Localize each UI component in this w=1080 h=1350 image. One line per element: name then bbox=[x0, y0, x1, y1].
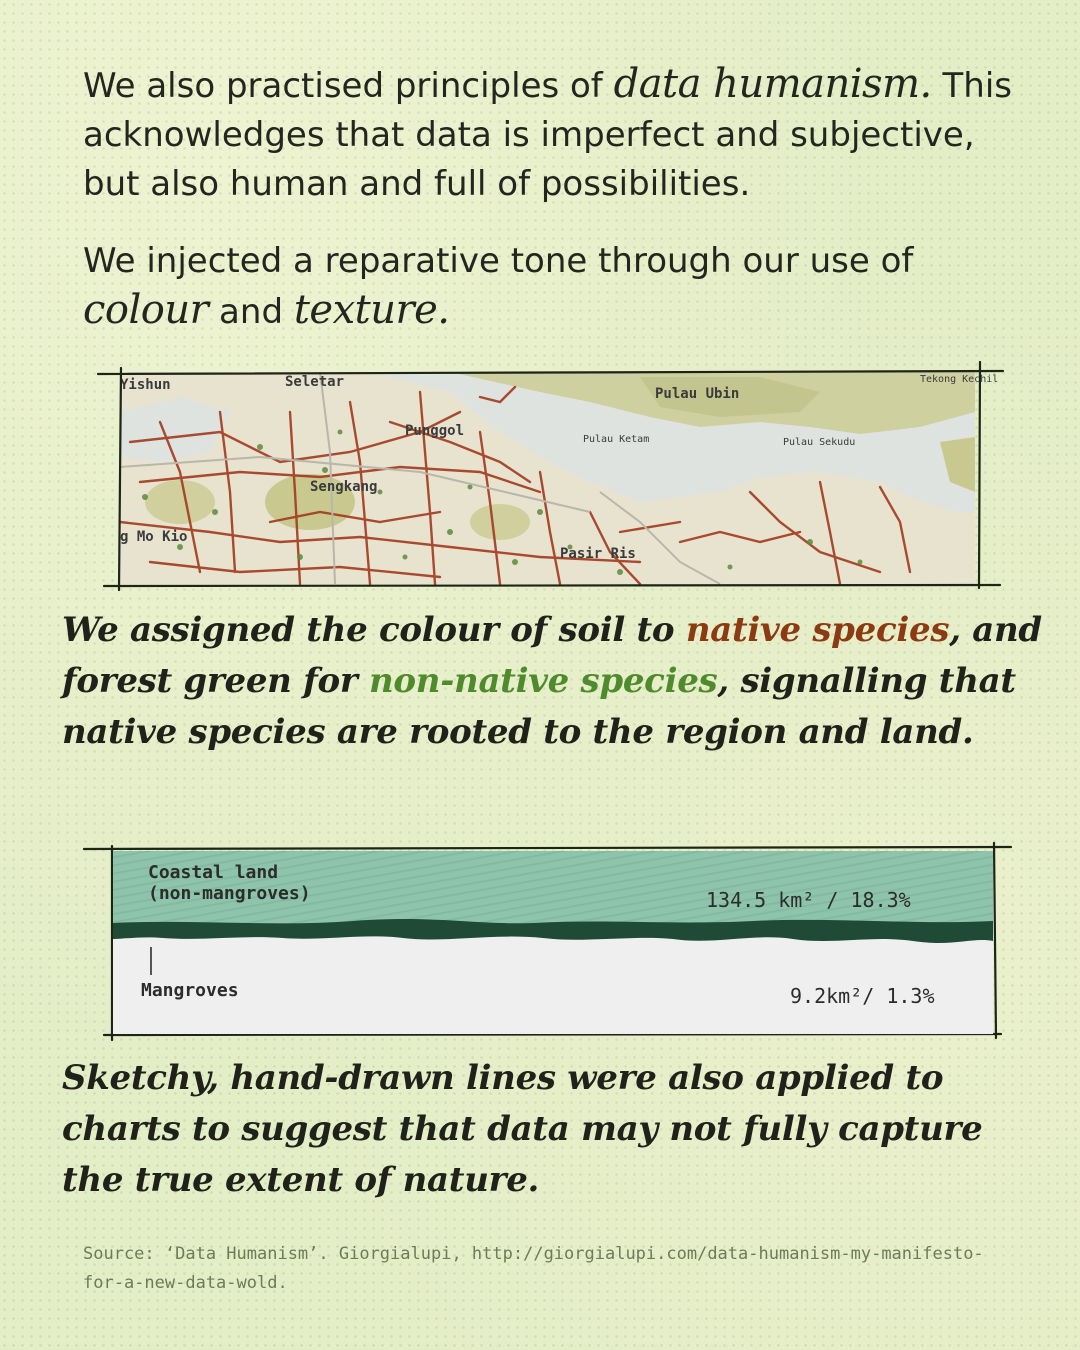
map-label-yishun: Yishun bbox=[120, 377, 171, 393]
caption-segment: , signalling that native species are rooted to the region and land. bbox=[62, 661, 1016, 752]
handwritten-term: texture. bbox=[293, 287, 450, 333]
map-label-punggol: Punggol bbox=[405, 423, 465, 439]
caption-colour-meaning bbox=[62, 605, 1052, 758]
map-label-pulau-ketam: Pulau Ketam bbox=[583, 434, 650, 445]
coastal-value: 134.5 km² / 18.3% bbox=[706, 888, 911, 912]
handwritten-term: data humanism. bbox=[613, 61, 932, 107]
handwritten-term: colour bbox=[83, 287, 209, 333]
map-label-pulau-sekudu: Pulau Sekudu bbox=[783, 437, 856, 448]
mangroves-label: Mangroves bbox=[141, 980, 239, 1001]
intro-text-segment: We also practised principles of bbox=[83, 66, 614, 106]
coastal-label-line1: Coastal land bbox=[148, 862, 279, 883]
intro-text-segment: and bbox=[208, 292, 294, 332]
caption-segment: , and forest green for bbox=[62, 610, 1042, 701]
mangrove-marker bbox=[150, 947, 152, 975]
map-label-seletar: Seletar bbox=[285, 374, 345, 390]
map-label-ang-mo-kio: g Mo Kio bbox=[120, 529, 188, 545]
intro-text-segment: We injected a reparative tone through our use of bbox=[83, 241, 914, 281]
map-label-sengkang: Sengkang bbox=[310, 479, 378, 495]
caption-sketchy-lines: Sketchy, hand-drawn lines were also applied to charts to suggest that data may not fully capture the true extent of nature. bbox=[62, 1058, 983, 1200]
map-label-pulau-ubin: Pulau Ubin bbox=[655, 386, 740, 402]
non-native-species-term: non-native species bbox=[369, 661, 718, 701]
map-label-kechil: Tekong Kechil bbox=[920, 374, 999, 385]
intro-text-segment: This acknowledges that data is imperfect and subjective, but also human and full of possibilities. bbox=[83, 66, 1013, 204]
map-label-pasir-ris: Pasir Ris bbox=[560, 546, 636, 562]
coastal-label-line2: (non-mangroves) bbox=[148, 883, 311, 904]
native-species-term: native species bbox=[685, 610, 950, 650]
source-citation: Source: ‘Data Humanism’. Giorgialupi, http://giorgialupi.com/data-humanism-my-manifesto-for-a-new-data-wold. bbox=[83, 1244, 984, 1293]
mangrove-band bbox=[113, 911, 993, 951]
caption-segment: We assigned the colour of soil to bbox=[62, 610, 686, 650]
coastal-land-chart bbox=[113, 851, 993, 1034]
mangroves-value: 9.2km²/ 1.3% bbox=[790, 984, 935, 1008]
